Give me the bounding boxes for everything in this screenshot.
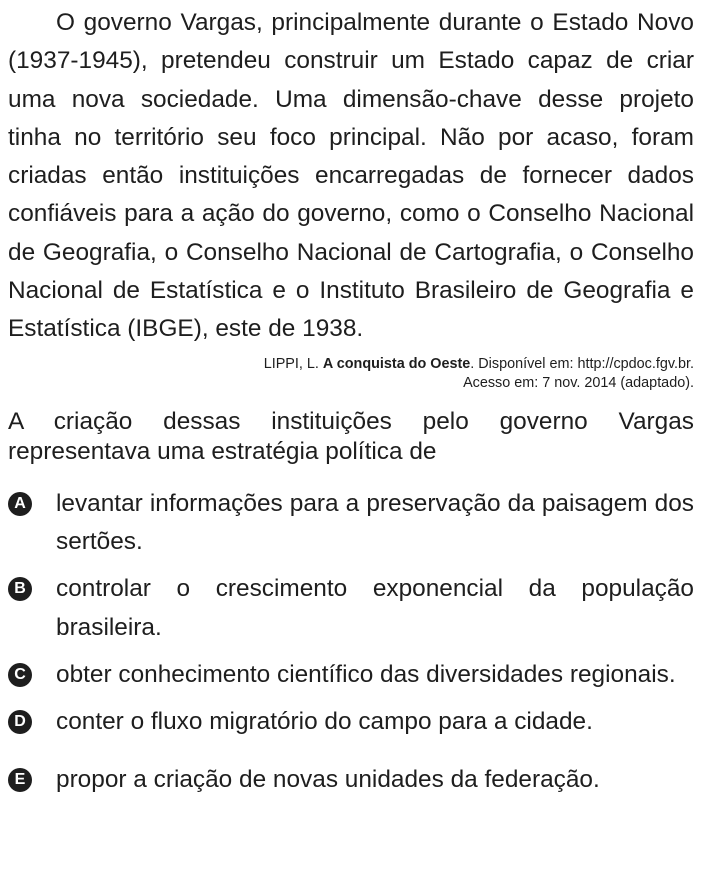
citation-access: Acesso em: 7 nov. 2014 (adaptado).: [463, 374, 694, 391]
option-c-letter-icon: C: [8, 663, 32, 687]
option-e-letter-icon: E: [8, 768, 32, 792]
citation: [8, 355, 694, 393]
option-e-text: propor a criação de novas unidades da federação.: [56, 766, 600, 794]
option-d-letter-icon: D: [8, 710, 32, 734]
citation-title: A conquista do Oeste: [322, 355, 471, 372]
option-d-text: conter o fluxo migratório do campo para a cidade.: [56, 707, 593, 735]
answer-options: [8, 485, 694, 800]
option-e[interactable]: [8, 761, 694, 800]
option-a-text: levantar informações para a preservação da paisagem dos sertões.: [56, 489, 694, 556]
citation-author: LIPPI, L.: [263, 355, 323, 372]
option-b[interactable]: [8, 570, 694, 647]
option-b-text: controlar o crescimento exponencial da população brasileira.: [56, 575, 694, 641]
question-page: [8, 0, 694, 808]
option-b-letter-icon: B: [8, 577, 32, 601]
citation-line-1: [8, 355, 694, 374]
passage-text: O governo Vargas, principalmente durante o Estado Novo (1937-1945), pretendeu construir um Estado capaz de criar uma nova sociedade. Uma dimensão-chave desse projeto tinha no território seu foco principal. Não por acaso, foram criadas então instituições encarregadas de fornecer dados confiáveis para a ação do governo, como o Conselho Nacional de Geografia, o Conselho Nacional de Cartografia, o Conselho Nacional de Estatística e o Instituto Brasileiro de Geografia e Estatística (IBGE), este de 1938.: [8, 9, 694, 343]
option-a[interactable]: [8, 485, 694, 562]
question-stem: A criação dessas instituições pelo governo Vargas representava uma estratégia política de: [8, 407, 694, 466]
option-c[interactable]: [8, 656, 694, 695]
citation-source: . Disponível em: http://cpdoc.fgv.br.: [470, 355, 694, 372]
option-c-text: obter conhecimento científico das diversidades regionais.: [56, 660, 676, 688]
option-d[interactable]: [8, 703, 694, 742]
option-a-letter-icon: A: [8, 492, 32, 516]
